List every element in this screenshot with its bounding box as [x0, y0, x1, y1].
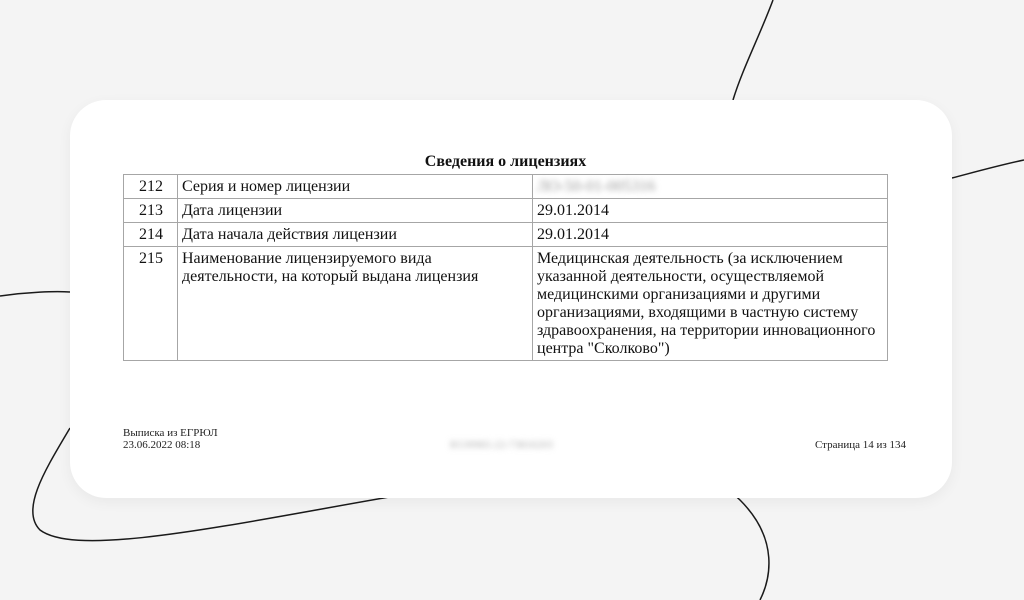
- field-name: Дата начала действия лицензии: [178, 223, 533, 247]
- curve-top-right: [733, 0, 773, 100]
- footer-document-id: ЮЭ9965-22-73816203: [450, 439, 553, 451]
- field-value: 29.01.2014: [533, 223, 888, 247]
- row-number: 215: [124, 247, 178, 361]
- footer-datetime: 23.06.2022 08:18: [123, 439, 201, 451]
- row-number: 212: [124, 175, 178, 199]
- table-row: [124, 223, 888, 247]
- section-title: Сведения о лицензиях: [424, 153, 587, 170]
- field-value: 29.01.2014: [533, 199, 888, 223]
- footer-page-info: Страница 14 из 134: [814, 439, 906, 451]
- redacted-license-number: ЛО-50-01-005316: [537, 178, 656, 195]
- license-table: [123, 174, 888, 361]
- footer-source-label: Выписка из ЕГРЮЛ: [123, 427, 218, 439]
- field-name: Серия и номер лицензии: [178, 175, 533, 199]
- field-name: Дата лицензии: [178, 199, 533, 223]
- curve-left-top: [0, 292, 70, 296]
- field-value: Медицинская деятельность (за исключением указанной деятельности, осуществляемой медицинскими организациями и другими организациями, входящими в частную систему здравоохранения, на территории инновационного центра "Сколково"): [533, 247, 888, 361]
- document-card: [70, 100, 952, 498]
- field-name: Наименование лицензируемого вида деятельности, на который выдана лицензия: [178, 247, 533, 361]
- table-row: [124, 199, 888, 223]
- field-value: [533, 175, 888, 199]
- table-row: [124, 175, 888, 199]
- row-number: 213: [124, 199, 178, 223]
- curve-right: [952, 160, 1024, 178]
- footer-source: [123, 427, 218, 451]
- row-number: 214: [124, 223, 178, 247]
- table-row: [124, 247, 888, 361]
